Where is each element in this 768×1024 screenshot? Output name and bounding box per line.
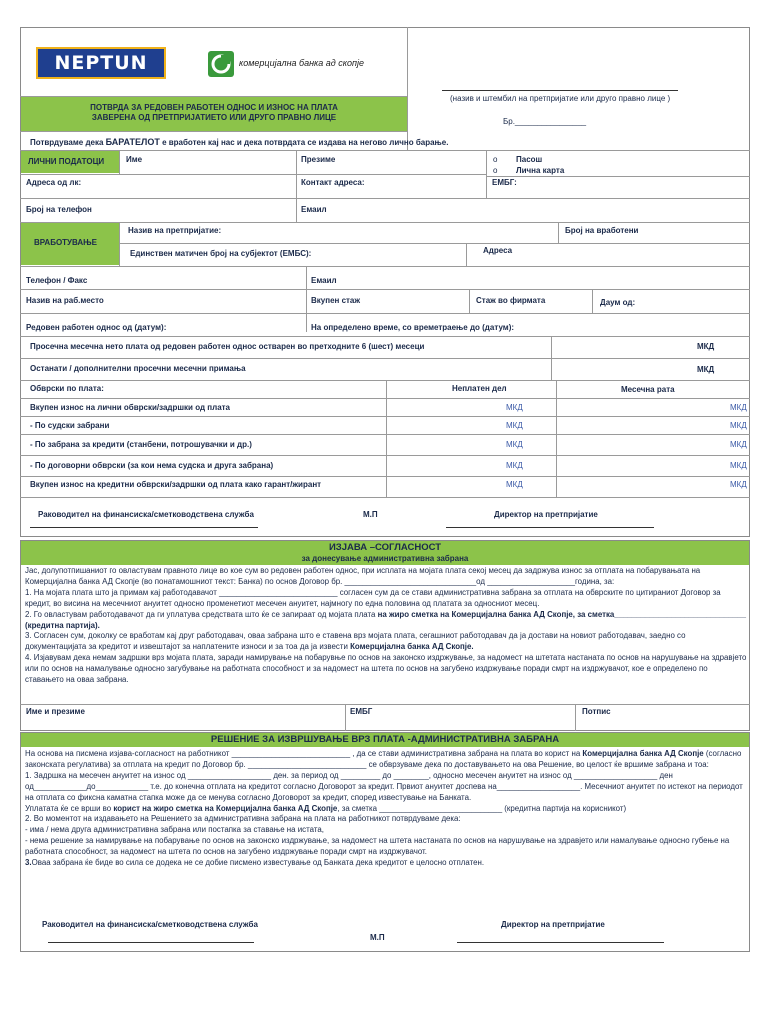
company-address-label: Адреса — [483, 246, 513, 255]
personal-data-heading: ЛИЧНИ ПОДАТОЦИ — [28, 157, 105, 166]
obligation-row-label: Вкупен износ на лични обврски/задршки од плата — [30, 403, 231, 412]
decision-director-label: Директор на претпријатие — [501, 920, 605, 929]
stamp-caption: (назив и штембил на претпријатие или друго правно лице ) — [450, 94, 671, 103]
unpaid-currency: МКД — [506, 480, 523, 489]
unpaid-currency: МКД — [506, 421, 523, 430]
document-number[interactable]: Бр.________________ — [503, 117, 587, 126]
total-experience-label: Вкупен стаж — [311, 296, 361, 305]
form-title-line1: ПОТВРДА ЗА РЕДОВЕН РАБОТЕН ОДНОС И ИЗНОС НА ПЛАТА — [90, 103, 338, 112]
monthly-currency: МКД — [730, 480, 747, 489]
phone-fax-label: Телефон / Факс — [26, 276, 88, 285]
passport-label: Пасош — [516, 155, 543, 164]
bank-logo-icon — [208, 51, 234, 77]
address-id-label: Адреса од лк: — [26, 178, 82, 187]
unpaid-currency: МКД — [506, 461, 523, 470]
confirmation-statement: Потврдуваме дека БАРАТЕЛОТ е вработен кај нас и дека потврдата се издава на негово лично барање. — [30, 137, 449, 147]
neptun-logo-text: NEPTUN — [54, 52, 148, 74]
bank-logo-text: комерцијална банка ад скопје — [239, 58, 364, 68]
avg-salary-label: Просечна месечна нето плата од редовен работен однос остварен во претходните 6 (шест) месеци — [30, 342, 425, 351]
id-card-radio-icon[interactable]: o — [493, 166, 498, 175]
embg-label: ЕМБГ: — [492, 178, 517, 187]
statement-text: Јас, долупотпишаниот го овластувам правното лице во кое сум во редовен работен однос, при исплата на мојата плата секој месец да задржува износ за отплата на побарувањата на Комерцијална банка АД Скопје (во понатамошниот текст: Банка) по основ Договор бр. ______________________________од ____________________година, за: 1. На мојата плата што ја примам кај работодавачот ___________________________ согласен сум да се стави административна забрана за отплата на обврските по цитираниот Договор за кредит, во висина на месечниот ануитет односно променетиот месечен ануитет, најмногу по една половина од платата за односниот месец. 2. Го овластувам работодавачот да ги уплатува средствата што ќе се запираат од мојата плата на жиро сметка на Комерцијална банка АД Скопје, за сметка______________________________ (кредитна партија). 3. Согласен сум, доколку се вработам кај друг работодавач, оваа забрана што е ставена врз мојата плата, сегашниот работодавач да ја достави на новиот работодавач, заедно со документацијата за кредитот и извештајот за наплатените износи и за тоа да ја извести Комерцијална банка АД Скопје. 4. Изјавувам дека немам задршки врз мојата плата, заради намирување на побарувње по основ на законско издржување, за надомест на штетата настаната по основ на нарушување на здравјето или по основ на намалување односно загубување на работната способност и за надомест на штета по основ на загубено издржување поради смрт на издржувачот, кое е определено по ставањето на оваа забрана. — [25, 566, 747, 685]
name-label: Име — [126, 155, 143, 164]
stamp-line — [442, 90, 678, 91]
obligation-row-label: - По судски забрани — [30, 421, 110, 430]
form-title-line2: ЗАВЕРЕНА ОД ПРЕТПРИЈАТИЕТО ИЛИ ДРУГО ПРАВНО ЛИЦЕ — [91, 113, 337, 122]
date-from-label: Даум од: — [600, 298, 636, 307]
id-card-label: Лична карта — [516, 166, 565, 175]
statement-title: ИЗЈАВА –СОГЛАСНОСТ — [328, 542, 442, 553]
monthly-currency: МКД — [730, 403, 747, 412]
director-label: Директор на претпријатие — [494, 510, 598, 519]
surname-label: Презиме — [301, 155, 336, 164]
monthly-header: Месечна рата — [621, 385, 675, 394]
position-label: Назив на раб.место — [26, 296, 104, 305]
mp-label: М.П — [363, 510, 378, 519]
decision-title: РЕШЕНИЕ ЗА ИЗВРШУВАЊЕ ВРЗ ПЛАТА -АДМИНИСТРАТИВНА ЗАБРАНА — [210, 734, 560, 745]
email-label: Емаил — [301, 205, 327, 214]
statement-embg-label: ЕМБГ — [350, 707, 373, 716]
avg-salary-currency: МКД — [697, 342, 715, 351]
unpaid-currency: МКД — [506, 440, 523, 449]
decision-finance-head-label: Раководител на финансиска/сметководствена служба — [42, 920, 258, 929]
embs-label: Единствен матичен број на субјектот (ЕМБС): — [130, 249, 312, 258]
obligations-header: Обврски по плата: — [30, 384, 104, 393]
unpaid-currency: МКД — [506, 403, 523, 412]
company-email-label: Емаил — [311, 276, 337, 285]
company-experience-label: Стаж во фирмата — [476, 296, 546, 305]
company-name-label: Назив на претпријатие: — [128, 226, 222, 235]
other-income-currency: МКД — [697, 365, 715, 374]
permanent-employment-label: Редовен работен однос од (датум): — [26, 323, 167, 332]
neptun-logo — [36, 47, 166, 79]
name-surname-label: Име и презиме — [26, 707, 85, 716]
phone-label: Број на телефон — [26, 205, 92, 214]
unpaid-header: Неплатен дел — [452, 384, 507, 393]
monthly-currency: МКД — [730, 421, 747, 430]
employment-heading: ВРАБОТУВАЊЕ — [34, 238, 98, 247]
monthly-currency: МКД — [730, 461, 747, 470]
monthly-currency: МКД — [730, 440, 747, 449]
finance-head-label: Раководител на финансиска/сметководствена служба — [38, 510, 254, 519]
fixed-term-label: На определено време, со времетраење до (датум): — [311, 323, 515, 332]
contact-address-label: Контакт адреса: — [301, 178, 365, 187]
decision-mp-label: М.П — [370, 933, 385, 942]
other-income-label: Останати / дополнителни просечни месечни примања — [30, 364, 246, 373]
passport-radio-icon[interactable]: o — [493, 155, 498, 164]
statement-subtitle: за донесување административна забрана — [301, 554, 469, 563]
decision-text: На основа на писмена изјава-согласност на работникот ___________________________ , да се стави административна забрана на плата во корист на Комерцијална банка АД Скопје (согласно законската регулатива) за отплата на кредит по Договор бр. ___________________________ се обврзуваме дека по доставувањето на ова Решение, во целост ќе вршиме забрана и тоа: 1. Задршка на месечен ануитет на износ од ___________________ ден. за период од _________ до ________, односно месечен ануитет на износ од ___________________ ден од____________до____________ т.е. до конечна отплата на кредитот согласно Договорот за кредит. Првиот ануитет доспева на___________________. Месечниот ануитет по истекот на периодот на отплата со фиксна каматна стапка може да се менува согласно Договорот за кредит, според известување на Банката. Уплатата ќе се врши во корист на жиро сметка на Комерцијална банка АД Скопје, за сметка ____________________________ (кредитна партија на корисникот) 2. Во моментот на издавањето на Решението за административна забрана на плата на работникот потврдуваме дека: - има / нема друга административна забрана или постапка за ставање на истата, - нема решение за намирување на побарување по основ на законско издржување, за надомест на штета настаната по основ на нарушување на здравјето или намалување односно губење на работната способност, за надомест на штета по основ на загубено издржување поради смрт на издржувачот. 3.Оваа забрана ќе биде во сила се додека не се добие писмено известување од Банката дека кредитот е целосно отплатен. — [25, 749, 743, 868]
obligation-row-label: - По договорни обврски (за кои нема судска и друга забрана) — [30, 461, 274, 470]
employees-count-label: Број на вработени — [565, 226, 639, 235]
obligation-row-label: - По забрана за кредити (станбени, потрошувачки и др.) — [30, 440, 252, 449]
signature-label: Потпис — [582, 707, 611, 716]
obligation-row-label: Вкупен износ на кредитни обврски/задршки од плата како гарант/жирант — [30, 480, 322, 489]
